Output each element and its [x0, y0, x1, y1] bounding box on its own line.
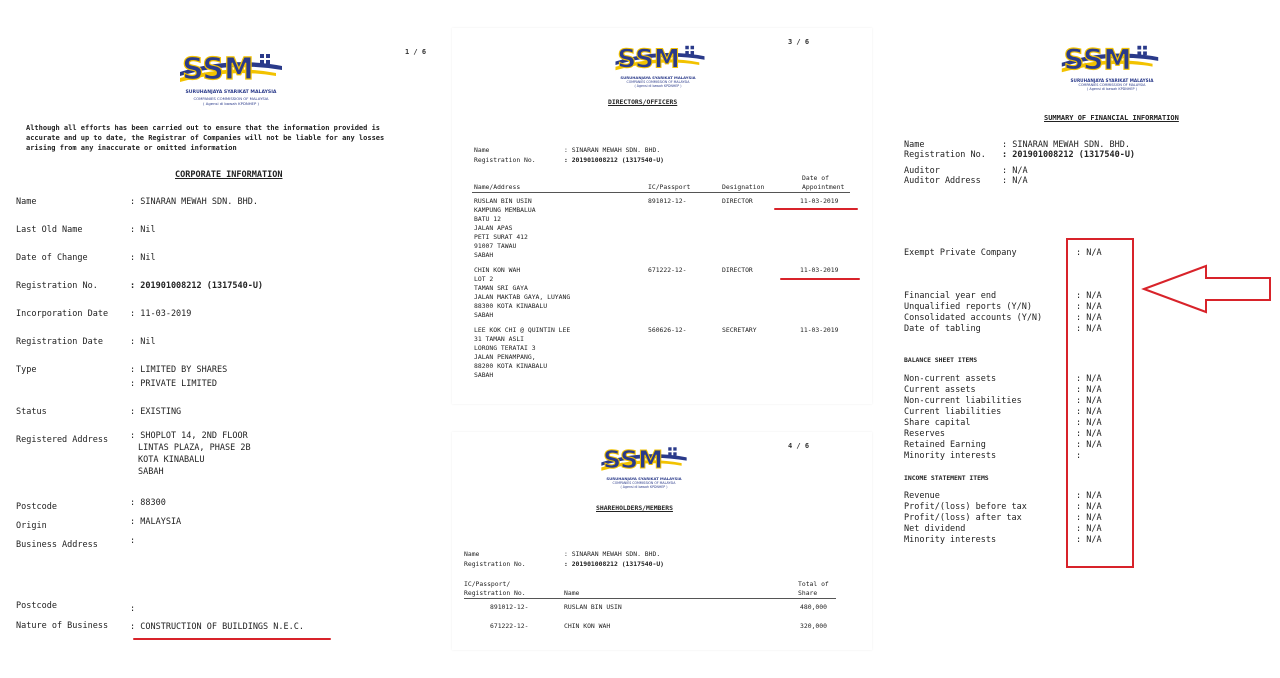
address-line: 88200 KOTA KINABALU — [474, 362, 548, 370]
director-name: CHIN KON WAH — [474, 266, 521, 274]
field-value-date-of-change: : Nil — [130, 253, 156, 263]
address-line: 88300 KOTA KINABALU — [474, 302, 548, 310]
ssm-logo — [598, 442, 690, 476]
field-value: : 201901008212 (1317540-U) — [1002, 150, 1136, 160]
financial-summary-page — [876, 30, 1280, 650]
field-value: : SINARAN MEWAH SDN. BHD. — [1002, 140, 1130, 150]
section-heading: SHAREHOLDERS/MEMBERS — [596, 504, 673, 512]
name-value: : SINARAN MEWAH SDN. BHD. — [564, 146, 661, 154]
field-value-registration-no: : 201901008212 (1317540-U) — [130, 281, 264, 291]
address-line: KAMPUNG MEMBALUA — [474, 206, 536, 214]
address-line: PETI SURAT 412 — [474, 233, 528, 241]
column-header-registration-no: Registration No. — [464, 589, 526, 597]
column-header-name-address: Name/Address — [474, 183, 521, 191]
field-label-postcode-2: Postcode — [16, 601, 57, 611]
address-line: SABAH — [474, 311, 494, 319]
logo-org-tag: ( Agensi di bawah KPDNHEP ) — [203, 101, 259, 106]
logo-org-sub: COMPANIES COMMISSION OF MALAYSIA — [612, 481, 676, 485]
section-heading: CORPORATE INFORMATION — [175, 170, 283, 180]
appointment-date: 11-03-2019 — [800, 266, 839, 274]
field-label: Auditor Address — [904, 176, 981, 186]
address-line: 91007 TAWAU — [474, 242, 517, 250]
field-value: : — [1076, 451, 1082, 461]
name-value: : SINARAN MEWAH SDN. BHD. — [564, 550, 661, 558]
field-label-status: Status — [16, 407, 47, 417]
field-value-name: : SINARAN MEWAH SDN. BHD. — [130, 197, 258, 207]
logo-org-sub: COMPANIES COMMISSION OF MALAYSIA — [626, 80, 690, 84]
field-value-nature-of-business: : CONSTRUCTION OF BUILDINGS N.E.C. — [130, 622, 304, 632]
logo-org-tag: ( Agensi di bawah KPDNHEP ) — [620, 485, 668, 489]
field-label-date-of-change: Date of Change — [16, 253, 88, 263]
address-line: LOT 2 — [474, 275, 494, 283]
field-label: Date of tabling — [904, 324, 981, 334]
page-number: 4 / 6 — [788, 442, 810, 450]
disclaimer-line: accurate and up to date, the Registrar of Companies will not be liable for any losses — [26, 134, 385, 142]
section-heading: DIRECTORS/OFFICERS — [608, 98, 678, 106]
appointment-date: 11-03-2019 — [800, 197, 839, 205]
field-value-postcode-2: : — [130, 604, 136, 614]
address-line: SABAH — [474, 251, 494, 259]
logo-org-name: SURUHANJAYA SYARIKAT MALAYSIA — [606, 476, 682, 481]
address-line: JALAN APAS — [474, 224, 513, 232]
designation: SECRETARY — [722, 326, 757, 334]
corporate-information-page — [0, 0, 440, 678]
field-label: Consolidated accounts (Y/N) — [904, 313, 1043, 323]
field-value: : N/A — [1076, 302, 1102, 312]
logo-org-sub: COMPANIES COMMISSION OF MALAYSIA — [1078, 83, 1146, 87]
column-header-ic-passport: IC/Passport/ — [464, 580, 511, 588]
field-label: Current liabilities — [904, 407, 1002, 417]
ssm-logo — [176, 48, 286, 88]
red-underline-annotation — [133, 638, 331, 640]
registration-value: : 201901008212 (1317540-U) — [564, 560, 665, 568]
column-header-total: Total of — [798, 580, 829, 588]
field-label-registration-no: Registration No. — [16, 281, 98, 291]
name-label: Name — [474, 146, 490, 154]
address-line: TAMAN SRI GAYA — [474, 284, 528, 292]
ic-passport: 891012-12- — [490, 603, 529, 611]
field-label: Registration No. — [904, 150, 986, 160]
registration-label: Registration No. — [474, 156, 536, 164]
field-value: : N/A — [1076, 535, 1102, 545]
field-label-postcode: Postcode — [16, 502, 57, 512]
shareholders-members-page — [452, 432, 872, 650]
page-number: 3 / 6 — [788, 38, 810, 46]
address-line: BATU 12 — [474, 215, 501, 223]
field-value-origin: : MALAYSIA — [130, 517, 182, 527]
address-line: JALAN PENAMPANG, — [474, 353, 536, 361]
exempt-label: Exempt Private Company — [904, 248, 1017, 258]
logo-org-sub: COMPANIES COMMISSION OF MALAYSIA — [193, 96, 269, 101]
field-value: : N/A — [1076, 396, 1102, 406]
field-value: : N/A — [1076, 524, 1102, 534]
field-value-registered-address: : SHOPLOT 14, 2ND FLOOR — [130, 431, 248, 441]
field-label: Non-current liabilities — [904, 396, 1022, 406]
field-value: : N/A — [1076, 324, 1102, 334]
field-label: Current assets — [904, 385, 976, 395]
field-label: Net dividend — [904, 524, 966, 534]
field-label: Share capital — [904, 418, 971, 428]
field-label: Name — [904, 140, 925, 150]
red-underline-annotation — [780, 278, 860, 280]
ic-passport: 671222-12- — [490, 622, 529, 630]
red-underline-annotation — [774, 208, 858, 210]
ic-passport: 891012-12- — [648, 197, 687, 205]
director-name: LEE KOK CHI @ QUINTIN LEE — [474, 326, 571, 334]
field-value-type: : LIMITED BY SHARES — [130, 365, 228, 375]
disclaimer-line: arising from any inaccurate or omitted information — [26, 144, 237, 152]
field-label: Reserves — [904, 429, 945, 439]
field-label-type: Type — [16, 365, 37, 375]
field-value: : N/A — [1076, 513, 1102, 523]
registration-value: : 201901008212 (1317540-U) — [564, 156, 665, 164]
field-label: Revenue — [904, 491, 940, 501]
field-label-last-old-name: Last Old Name — [16, 225, 83, 235]
field-value: : N/A — [1076, 491, 1102, 501]
share-total: 480,000 — [800, 603, 827, 611]
director-name: RUSLAN BIN USIN — [474, 197, 532, 205]
field-label: Minority interests — [904, 451, 997, 461]
logo-org-name: SURUHANJAYA SYARIKAT MALAYSIA — [1070, 78, 1154, 83]
field-value: : N/A — [1076, 291, 1102, 301]
field-value-postcode: : 88300 — [130, 498, 166, 508]
field-value: : N/A — [1076, 418, 1102, 428]
income-statement-heading: INCOME STATEMENT ITEMS — [904, 474, 989, 482]
field-value: : N/A — [1076, 429, 1102, 439]
field-label-registration-date: Registration Date — [16, 337, 103, 347]
registration-label: Registration No. — [464, 560, 526, 568]
field-value-status: : EXISTING — [130, 407, 182, 417]
exempt-value: : N/A — [1076, 248, 1102, 258]
name-label: Name — [464, 550, 480, 558]
field-label-incorporation-date: Incorporation Date — [16, 309, 109, 319]
field-value: : N/A — [1076, 502, 1102, 512]
field-label: Profit/(loss) before tax — [904, 502, 1027, 512]
field-value: : N/A — [1076, 385, 1102, 395]
ic-passport: 671222-12- — [648, 266, 687, 274]
address-line: SABAH — [474, 371, 494, 379]
shareholder-name: CHIN KON WAH — [564, 622, 611, 630]
balance-sheet-heading: BALANCE SHEET ITEMS — [904, 356, 978, 364]
shareholder-name: RUSLAN BIN USIN — [564, 603, 622, 611]
field-label: Minority interests — [904, 535, 997, 545]
column-header-name: Name — [564, 589, 580, 597]
field-value-last-old-name: : Nil — [130, 225, 156, 235]
section-heading: SUMMARY OF FINANCIAL INFORMATION — [1044, 114, 1179, 122]
address-line: SABAH — [138, 467, 164, 477]
field-value: : N/A — [1076, 313, 1102, 323]
field-value-incorporation-date: : 11-03-2019 — [130, 309, 192, 319]
field-label-name: Name — [16, 197, 37, 207]
appointment-date: 11-03-2019 — [800, 326, 839, 334]
table-header-rule — [472, 192, 850, 193]
address-line: LORONG TERATAI 3 — [474, 344, 536, 352]
column-header-appointment: Appointment — [802, 183, 845, 191]
field-value: : N/A — [1076, 407, 1102, 417]
field-value-business-address: : — [130, 536, 136, 546]
column-header-ic-passport: IC/Passport — [648, 183, 691, 191]
field-value: : N/A — [1076, 440, 1102, 450]
table-header-rule — [464, 598, 836, 599]
address-line: JALAN MAKTAB GAYA, LUYANG — [474, 293, 571, 301]
ssm-logo — [612, 40, 708, 76]
field-label: Unqualified reports (Y/N) — [904, 302, 1032, 312]
column-header-designation: Designation — [722, 183, 765, 191]
logo-org-tag: ( Agensi di bawah KPDNHEP ) — [1087, 87, 1137, 91]
field-label-business-address: Business Address — [16, 540, 98, 550]
designation: DIRECTOR — [722, 266, 753, 274]
red-arrow-annotation — [1140, 262, 1274, 316]
red-box-annotation — [1066, 238, 1134, 568]
field-label-nature-of-business: Nature of Business — [16, 621, 109, 631]
field-label: Profit/(loss) after tax — [904, 513, 1022, 523]
directors-officers-page — [452, 28, 872, 404]
address-line: 31 TAMAN ASLI — [474, 335, 525, 343]
field-value: : N/A — [1002, 166, 1028, 176]
field-label: Financial year end — [904, 291, 997, 301]
field-label-origin: Origin — [16, 521, 47, 531]
field-value-type-2: : PRIVATE LIMITED — [130, 379, 217, 389]
field-value: : N/A — [1002, 176, 1028, 186]
field-value-registration-date: : Nil — [130, 337, 156, 347]
disclaimer-line: Although all efforts has been carried out to ensure that the information provided is — [26, 124, 381, 132]
field-label: Retained Earning — [904, 440, 986, 450]
field-label: Auditor — [904, 166, 940, 176]
field-label: Non-current assets — [904, 374, 997, 384]
ic-passport: 560626-12- — [648, 326, 687, 334]
page-number: 1 / 6 — [405, 48, 427, 56]
designation: DIRECTOR — [722, 197, 753, 205]
field-label-registered-address: Registered Address — [16, 435, 109, 445]
field-value: : N/A — [1076, 374, 1102, 384]
share-total: 320,000 — [800, 622, 827, 630]
column-header-date: Date of — [802, 174, 829, 182]
ssm-logo — [1058, 40, 1162, 78]
logo-org-tag: ( Agensi di bawah KPDNHEP ) — [634, 84, 682, 88]
column-header-share: Share — [798, 589, 818, 597]
address-line: LINTAS PLAZA, PHASE 2B — [138, 443, 251, 453]
address-line: KOTA KINABALU — [138, 455, 205, 465]
logo-org-name: SURUHANJAYA SYARIKAT MALAYSIA — [620, 75, 696, 80]
logo-org-name: SURUHANJAYA SYARIKAT MALAYSIA — [185, 90, 277, 95]
